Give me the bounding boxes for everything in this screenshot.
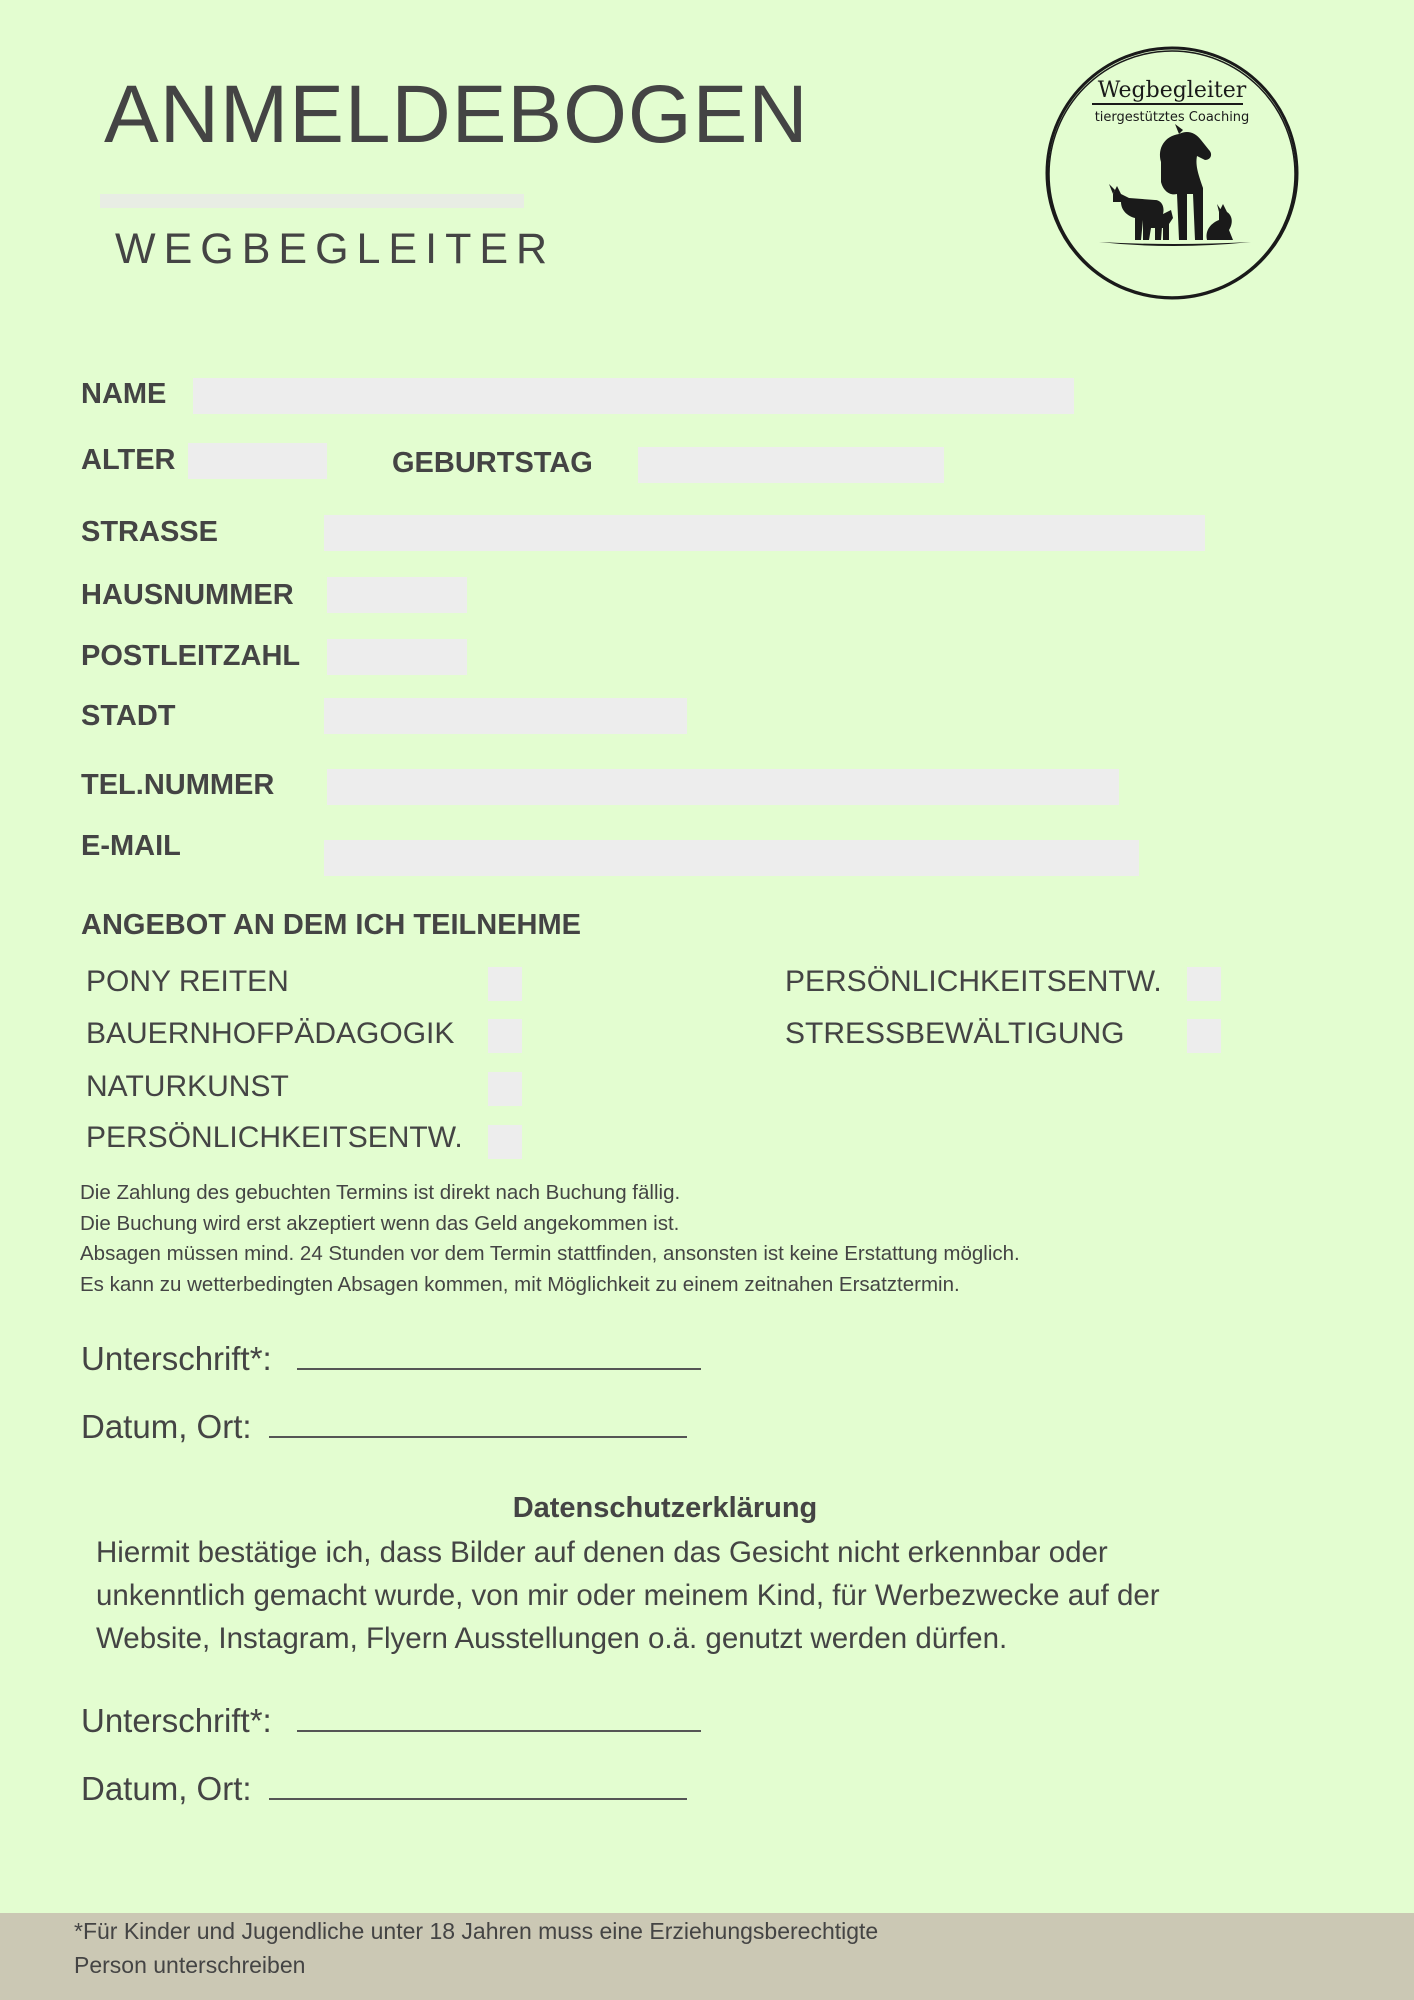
email-field[interactable] [324,840,1139,876]
privacy-text [96,1531,1256,1660]
offer-label-stressbewaeltigung: STRESSBEWÄLTIGUNG [785,1017,1125,1050]
logo [1043,44,1301,302]
signature-label: Unterschrift*: [81,1340,272,1377]
footer-line: Person unterschreiben [74,1952,306,1978]
terms-line: Es kann zu wetterbedingten Absagen kommen, mit Möglichkeit zu einem zeitnahen Ersatztermin. [80,1272,960,1296]
page-title: ANMELDEBOGEN [104,69,809,160]
strasse-field[interactable] [324,515,1205,551]
postleitzahl-field[interactable] [327,639,467,675]
privacy-line: unkenntlich gemacht wurde, von mir oder meinem Kind, für Werbezwecke auf der [96,1579,1160,1612]
offer-checkbox-stressbewaeltigung[interactable] [1187,1019,1221,1053]
stadt-field[interactable] [324,698,687,734]
terms-line: Absagen müssen mind. 24 Stunden vor dem Termin stattfinden, ansonsten ist keine Erstattung möglich. [80,1242,1020,1265]
signature-row [81,1342,701,1375]
terms-line: Die Zahlung des gebuchten Termins ist direkt nach Buchung fällig. [80,1181,681,1204]
privacy-date-place-row [81,1772,687,1805]
privacy-line: Hiermit bestätige ich, dass Bilder auf denen das Gesicht nicht erkennbar oder [96,1536,1108,1569]
hausnummer-label: HAUSNUMMER [81,579,294,611]
alter-field[interactable] [188,443,327,479]
privacy-signature-label: Unterschrift*: [81,1702,272,1739]
footer-line: *Für Kinder und Jugendliche unter 18 Jahren muss eine Erziehungsberechtigte [74,1918,879,1944]
offer-checkbox-naturkunst[interactable] [488,1072,522,1106]
offers-heading: ANGEBOT AN DEM ICH TEILNEHME [81,909,581,941]
privacy-date-place-line[interactable] [269,1794,687,1800]
terms-line: Die Buchung wird erst akzeptiert wenn das Geld angekommen ist. [80,1211,680,1235]
offer-checkbox-bauernhofpaedagogik[interactable] [488,1019,522,1053]
privacy-signature-row [81,1704,701,1737]
logo-tagline: tiergestütztes Coaching [1094,110,1250,125]
stadt-label: STADT [81,700,176,732]
offer-label-pony-reiten: PONY REITEN [86,965,289,998]
offer-label-persoenlichkeitsentw-right: PERSÖNLICHKEITSENTW. [785,965,1162,998]
footer-note [74,1914,878,1982]
name-field[interactable] [193,378,1074,414]
offer-checkbox-pony-reiten[interactable] [488,967,522,1001]
logo-name: Wegbegleiter [1097,78,1247,103]
page-subtitle: WEGBEGLEITER [115,225,556,273]
privacy-date-place-label: Datum, Ort: [81,1770,252,1807]
email-label: E-MAIL [81,830,181,862]
date-place-line[interactable] [269,1432,687,1438]
telnummer-label: TEL.NUMMER [81,769,275,801]
offer-checkbox-persoenlichkeitsentw-right[interactable] [1187,967,1221,1001]
privacy-heading: Datenschutzerklärung [512,1492,818,1524]
postleitzahl-label: POSTLEITZAHL [81,640,301,672]
offer-label-bauernhofpaedagogik: BAUERNHOFPÄDAGOGIK [86,1017,455,1050]
alter-label: ALTER [81,444,176,476]
logo-emblem-icon [1043,44,1301,302]
geburtstag-label: GEBURTSTAG [392,447,593,479]
offer-checkbox-persoenlichkeitsentw-left[interactable] [488,1125,522,1159]
strasse-label: STRASSE [81,516,218,548]
name-label: NAME [81,378,167,410]
hausnummer-field[interactable] [327,577,467,613]
privacy-signature-line[interactable] [297,1726,701,1732]
telnummer-field[interactable] [327,769,1119,805]
geburtstag-field[interactable] [638,447,944,483]
date-place-row [81,1410,687,1443]
horse-dog-cat-silhouette-icon [1099,124,1251,246]
signature-line[interactable] [297,1364,701,1370]
date-place-label: Datum, Ort: [81,1408,252,1445]
title-underline-bar [100,194,524,208]
offer-label-persoenlichkeitsentw-left: PERSÖNLICHKEITSENTW. [86,1121,463,1154]
offer-label-naturkunst: NATURKUNST [86,1070,289,1103]
privacy-line: Website, Instagram, Flyern Ausstellungen o.ä. genutzt werden dürfen. [96,1622,1008,1655]
terms-text [80,1178,1020,1300]
